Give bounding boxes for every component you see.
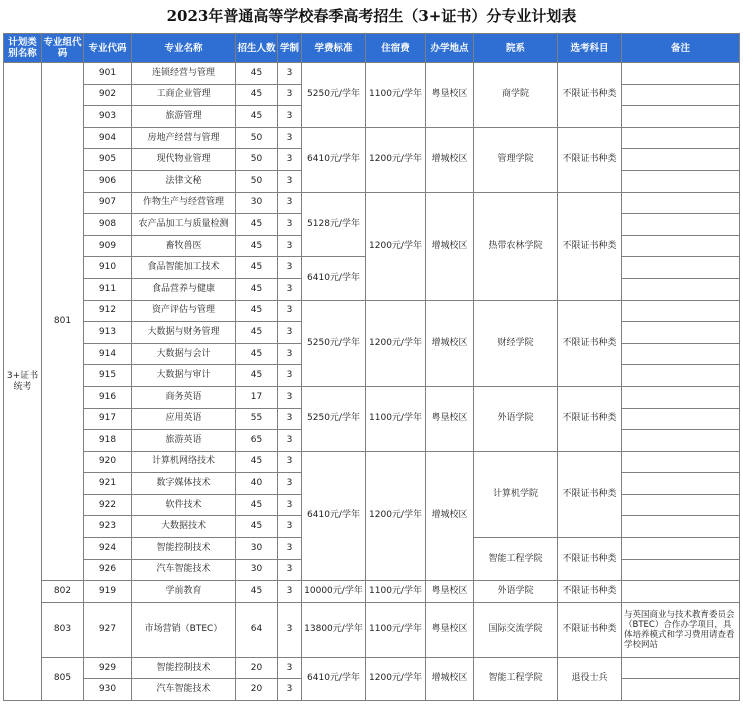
campus-cell: 粤垦校区 <box>426 63 474 128</box>
major-code-cell: 905 <box>84 149 132 171</box>
duration-cell: 3 <box>278 473 302 495</box>
department-cell: 计算机学院 <box>474 451 558 537</box>
remarks-cell <box>622 257 740 279</box>
major-code-cell: 915 <box>84 365 132 387</box>
duration-cell: 3 <box>278 516 302 538</box>
remarks-cell <box>622 149 740 171</box>
duration-cell: 3 <box>278 149 302 171</box>
major-name-cell: 现代物业管理 <box>132 149 236 171</box>
table-row <box>4 300 740 322</box>
lodging-cell: 1100元/学年 <box>366 386 426 451</box>
duration-cell: 3 <box>278 84 302 106</box>
major-name-cell: 食品营养与健康 <box>132 278 236 300</box>
subject-cell: 不限证书种类 <box>558 602 622 657</box>
major-code-cell: 909 <box>84 235 132 257</box>
major-name-cell: 智能控制技术 <box>132 657 236 679</box>
subject-cell: 不限证书种类 <box>558 386 622 451</box>
major-name-cell: 资产评估与管理 <box>132 300 236 322</box>
table-row <box>4 127 740 149</box>
major-name-cell: 大数据技术 <box>132 516 236 538</box>
tuition-cell: 6410元/学年 <box>302 127 366 192</box>
enrollment-cell: 30 <box>236 559 278 581</box>
lodging-cell: 1200元/学年 <box>366 127 426 192</box>
major-name-cell: 商务英语 <box>132 386 236 408</box>
remarks-cell <box>622 657 740 679</box>
major-code-cell: 918 <box>84 430 132 452</box>
remarks-cell <box>622 84 740 106</box>
duration-cell: 3 <box>278 300 302 322</box>
lodging-cell: 1100元/学年 <box>366 602 426 657</box>
duration-cell: 3 <box>278 408 302 430</box>
remarks-cell <box>622 278 740 300</box>
enrollment-cell: 17 <box>236 386 278 408</box>
major-code-cell: 916 <box>84 386 132 408</box>
header-major-code: 专业代码 <box>84 34 132 63</box>
major-code-cell: 910 <box>84 257 132 279</box>
subject-cell: 不限证书种类 <box>558 192 622 300</box>
major-name-cell: 法律文秘 <box>132 170 236 192</box>
major-name-cell: 畜牧兽医 <box>132 235 236 257</box>
duration-cell: 3 <box>278 214 302 236</box>
duration-cell: 3 <box>278 451 302 473</box>
duration-cell: 3 <box>278 63 302 85</box>
enrollment-cell: 65 <box>236 430 278 452</box>
major-code-cell: 901 <box>84 63 132 85</box>
campus-cell: 粤垦校区 <box>426 386 474 451</box>
enrollment-cell: 45 <box>236 278 278 300</box>
remarks-cell <box>622 473 740 495</box>
group-code-cell: 805 <box>42 657 84 700</box>
department-cell: 财经学院 <box>474 300 558 386</box>
major-name-cell: 作物生产与经营管理 <box>132 192 236 214</box>
tuition-cell: 5250元/学年 <box>302 300 366 386</box>
lodging-cell: 1200元/学年 <box>366 657 426 700</box>
duration-cell: 3 <box>278 257 302 279</box>
duration-cell: 3 <box>278 581 302 603</box>
header-remarks: 备注 <box>622 34 740 63</box>
major-code-cell: 922 <box>84 494 132 516</box>
campus-cell: 粤垦校区 <box>426 581 474 603</box>
duration-cell: 3 <box>278 494 302 516</box>
remarks-cell <box>622 679 740 701</box>
lodging-cell: 1200元/学年 <box>366 451 426 581</box>
enrollment-cell: 45 <box>236 581 278 603</box>
major-name-cell: 学前教育 <box>132 581 236 603</box>
department-cell: 智能工程学院 <box>474 657 558 700</box>
enrollment-cell: 30 <box>236 192 278 214</box>
enrollment-cell: 45 <box>236 214 278 236</box>
enrollment-cell: 50 <box>236 127 278 149</box>
major-code-cell: 914 <box>84 343 132 365</box>
plan-type-cell: 3+证书统考 <box>4 63 42 701</box>
table-row <box>4 63 740 85</box>
duration-cell: 3 <box>278 343 302 365</box>
table-row <box>4 192 740 214</box>
department-cell: 热带农林学院 <box>474 192 558 300</box>
major-name-cell: 食品智能加工技术 <box>132 257 236 279</box>
remarks-cell <box>622 170 740 192</box>
major-code-cell: 908 <box>84 214 132 236</box>
duration-cell: 3 <box>278 170 302 192</box>
table-row <box>4 657 740 679</box>
remarks-cell <box>622 235 740 257</box>
duration-cell: 3 <box>278 602 302 657</box>
major-name-cell: 连锁经营与管理 <box>132 63 236 85</box>
lodging-cell: 1100元/学年 <box>366 581 426 603</box>
enrollment-cell: 45 <box>236 365 278 387</box>
major-name-cell: 旅游英语 <box>132 430 236 452</box>
campus-cell: 增城校区 <box>426 657 474 700</box>
major-code-cell: 907 <box>84 192 132 214</box>
duration-cell: 3 <box>278 386 302 408</box>
remarks-cell <box>622 192 740 214</box>
remarks-cell <box>622 408 740 430</box>
tuition-cell: 5128元/学年 <box>302 192 366 257</box>
remarks-cell <box>622 127 740 149</box>
enrollment-cell: 45 <box>236 516 278 538</box>
tuition-cell: 6410元/学年 <box>302 257 366 300</box>
enrollment-cell: 45 <box>236 322 278 344</box>
remarks-cell: 与英国商业与技术教育委员会（BTEC）合作办学项目，具体培养模式和学习费用请查看学校网站 <box>622 602 740 657</box>
duration-cell: 3 <box>278 365 302 387</box>
major-code-cell: 930 <box>84 679 132 701</box>
department-cell: 国际交流学院 <box>474 602 558 657</box>
remarks-cell <box>622 63 740 85</box>
enrollment-cell: 30 <box>236 538 278 560</box>
department-cell: 商学院 <box>474 63 558 128</box>
major-name-cell: 农产品加工与质量检测 <box>132 214 236 236</box>
major-code-cell: 920 <box>84 451 132 473</box>
table-row <box>4 581 740 603</box>
department-cell: 智能工程学院 <box>474 538 558 581</box>
remarks-cell <box>622 106 740 128</box>
duration-cell: 3 <box>278 322 302 344</box>
campus-cell: 增城校区 <box>426 451 474 581</box>
remarks-cell <box>622 451 740 473</box>
major-name-cell: 数字媒体技术 <box>132 473 236 495</box>
page-title: 2023年普通高等学校春季高考招生（3+证书）分专业计划表 <box>166 6 577 25</box>
major-code-cell: 923 <box>84 516 132 538</box>
header-department: 院系 <box>474 34 558 63</box>
remarks-cell <box>622 214 740 236</box>
major-name-cell: 智能控制技术 <box>132 538 236 560</box>
enrollment-cell: 45 <box>236 63 278 85</box>
remarks-cell <box>622 581 740 603</box>
remarks-cell <box>622 538 740 560</box>
enrollment-cell: 64 <box>236 602 278 657</box>
enrollment-cell: 45 <box>236 300 278 322</box>
remarks-cell <box>622 365 740 387</box>
enrollment-cell: 45 <box>236 84 278 106</box>
enrollment-cell: 45 <box>236 106 278 128</box>
major-code-cell: 917 <box>84 408 132 430</box>
table-row <box>4 602 740 657</box>
remarks-cell <box>622 343 740 365</box>
enrollment-cell: 45 <box>236 451 278 473</box>
major-name-cell: 大数据与审计 <box>132 365 236 387</box>
enrollment-cell: 55 <box>236 408 278 430</box>
campus-cell: 增城校区 <box>426 192 474 300</box>
duration-cell: 3 <box>278 559 302 581</box>
enrollment-cell: 20 <box>236 679 278 701</box>
enrollment-cell: 50 <box>236 170 278 192</box>
subject-cell: 退役士兵 <box>558 657 622 700</box>
major-code-cell: 927 <box>84 602 132 657</box>
major-name-cell: 应用英语 <box>132 408 236 430</box>
duration-cell: 3 <box>278 657 302 679</box>
tuition-cell: 5250元/学年 <box>302 386 366 451</box>
group-code-cell: 803 <box>42 602 84 657</box>
major-code-cell: 929 <box>84 657 132 679</box>
subject-cell: 不限证书种类 <box>558 538 622 581</box>
tuition-cell: 6410元/学年 <box>302 657 366 700</box>
subject-cell: 不限证书种类 <box>558 581 622 603</box>
subject-cell: 不限证书种类 <box>558 300 622 386</box>
major-name-cell: 计算机网络技术 <box>132 451 236 473</box>
duration-cell: 3 <box>278 235 302 257</box>
enrollment-cell: 40 <box>236 473 278 495</box>
subject-cell: 不限证书种类 <box>558 63 622 128</box>
major-code-cell: 924 <box>84 538 132 560</box>
enrollment-cell: 45 <box>236 235 278 257</box>
header-major-name: 专业名称 <box>132 34 236 63</box>
major-name-cell: 房地产经营与管理 <box>132 127 236 149</box>
group-code-cell: 801 <box>42 63 84 581</box>
group-code-cell: 802 <box>42 581 84 603</box>
remarks-cell <box>622 322 740 344</box>
major-name-cell: 汽车智能技术 <box>132 679 236 701</box>
enrollment-cell: 45 <box>236 343 278 365</box>
major-name-cell: 市场营销（BTEC） <box>132 602 236 657</box>
major-code-cell: 904 <box>84 127 132 149</box>
major-code-cell: 921 <box>84 473 132 495</box>
major-code-cell: 913 <box>84 322 132 344</box>
department-cell: 外语学院 <box>474 581 558 603</box>
remarks-cell <box>622 300 740 322</box>
duration-cell: 3 <box>278 430 302 452</box>
duration-cell: 3 <box>278 192 302 214</box>
lodging-cell: 1100元/学年 <box>366 63 426 128</box>
header-plan-type: 计划类别名称 <box>4 34 42 63</box>
table-row <box>4 451 740 473</box>
major-code-cell: 903 <box>84 106 132 128</box>
major-code-cell: 911 <box>84 278 132 300</box>
campus-cell: 增城校区 <box>426 127 474 192</box>
lodging-cell: 1200元/学年 <box>366 192 426 300</box>
tuition-cell: 10000元/学年 <box>302 581 366 603</box>
lodging-cell: 1200元/学年 <box>366 300 426 386</box>
header-enrollment: 招生人数 <box>236 34 278 63</box>
table-row <box>4 386 740 408</box>
major-code-cell: 902 <box>84 84 132 106</box>
major-name-cell: 大数据与财务管理 <box>132 322 236 344</box>
major-code-cell: 926 <box>84 559 132 581</box>
header-lodging: 住宿费 <box>366 34 426 63</box>
tuition-cell: 13800元/学年 <box>302 602 366 657</box>
header-campus: 办学地点 <box>426 34 474 63</box>
enrollment-cell: 50 <box>236 149 278 171</box>
enrollment-cell: 45 <box>236 494 278 516</box>
major-name-cell: 汽车智能技术 <box>132 559 236 581</box>
major-name-cell: 工商企业管理 <box>132 84 236 106</box>
header-subject: 选考科目 <box>558 34 622 63</box>
header-group-code: 专业组代码 <box>42 34 84 63</box>
subject-cell: 不限证书种类 <box>558 451 622 537</box>
header-tuition: 学费标准 <box>302 34 366 63</box>
header-row <box>4 34 740 63</box>
duration-cell: 3 <box>278 538 302 560</box>
major-name-cell: 软件技术 <box>132 494 236 516</box>
remarks-cell <box>622 494 740 516</box>
header-duration: 学制 <box>278 34 302 63</box>
tuition-cell: 6410元/学年 <box>302 451 366 581</box>
campus-cell: 增城校区 <box>426 300 474 386</box>
remarks-cell <box>622 559 740 581</box>
enrollment-cell: 45 <box>236 257 278 279</box>
remarks-cell <box>622 430 740 452</box>
campus-cell: 粤垦校区 <box>426 602 474 657</box>
subject-cell: 不限证书种类 <box>558 127 622 192</box>
major-name-cell: 旅游管理 <box>132 106 236 128</box>
major-code-cell: 919 <box>84 581 132 603</box>
major-code-cell: 912 <box>84 300 132 322</box>
duration-cell: 3 <box>278 679 302 701</box>
remarks-cell <box>622 386 740 408</box>
major-name-cell: 大数据与会计 <box>132 343 236 365</box>
duration-cell: 3 <box>278 278 302 300</box>
major-code-cell: 906 <box>84 170 132 192</box>
department-cell: 管理学院 <box>474 127 558 192</box>
department-cell: 外语学院 <box>474 386 558 451</box>
enrollment-cell: 20 <box>236 657 278 679</box>
duration-cell: 3 <box>278 106 302 128</box>
plan-table <box>3 33 740 701</box>
duration-cell: 3 <box>278 127 302 149</box>
tuition-cell: 5250元/学年 <box>302 63 366 128</box>
remarks-cell <box>622 516 740 538</box>
